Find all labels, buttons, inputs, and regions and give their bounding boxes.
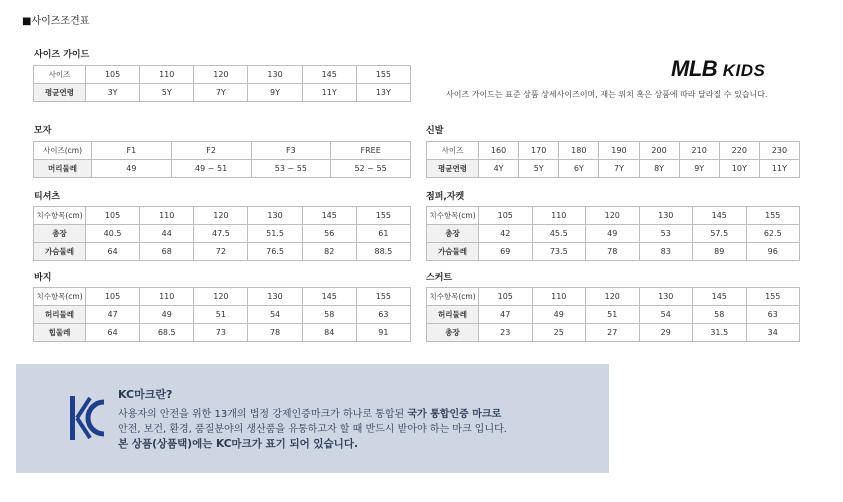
table-row [34,84,411,102]
table-cell: 155 [356,66,410,84]
table-cell: 130 [248,66,302,84]
table-cell: 27 [586,324,640,342]
table-cell: 5Y [519,160,559,178]
table-cell: FREE [331,142,411,160]
table-cell: 49 [92,160,172,178]
table-cell: 83 [639,243,693,261]
table-cell: 190 [599,142,639,160]
table-cell: 130 [248,288,302,306]
table-cell: 110 [140,288,194,306]
size-guide-note: 사이즈 가이드는 표준 상품 상세사이즈이며, 재는 위치 혹은 상품에 따라 달라질 수 있습니다. [446,90,768,99]
table-cell: 8Y [639,160,679,178]
table-header-row [34,142,411,160]
table-cell: 105 [86,207,140,225]
table-cell: 130 [639,207,693,225]
table-cell: 4Y [479,160,519,178]
table-cell: 49 [586,225,640,243]
skirt-title: 스커트 [426,273,453,283]
table-cell: 64 [86,324,140,342]
table-cell: 49 [140,306,194,324]
table-cell: 54 [639,306,693,324]
table-cell: F2 [171,142,251,160]
table-cell: 110 [140,66,194,84]
table-cell: 57.5 [693,225,747,243]
table-cell: 56 [302,225,356,243]
table-cell: 105 [479,288,533,306]
kc-description-line-2: 안전, 보건, 환경, 품질분야의 생산품을 유통하고자 할 때 반드시 받아야 하는 마크 입니다. [118,424,507,435]
table-cell: 47.5 [194,225,248,243]
table-row [427,324,800,342]
row-label-cell: 허리둘레 [427,306,479,324]
table-cell: 23 [479,324,533,342]
table-cell: 25 [532,324,586,342]
table-cell: 51 [194,306,248,324]
table-cell: 155 [746,288,800,306]
table-cell: 72 [194,243,248,261]
table-cell: 105 [86,66,140,84]
table-cell: 11Y [759,160,799,178]
table-header-row [427,142,800,160]
table-cell: 84 [302,324,356,342]
row-label-cell: 치수항목(cm) [34,288,86,306]
table-header-row [427,207,800,225]
table-cell: 61 [356,225,410,243]
table-cell: 3Y [86,84,140,102]
pants-size-table [33,287,411,342]
row-label-cell: 치수항목(cm) [427,207,479,225]
table-cell: 105 [479,207,533,225]
hat-title: 모자 [34,126,52,136]
pants-title: 바지 [34,273,52,283]
row-label-cell: 사이즈 [427,142,479,160]
table-row [34,243,411,261]
table-cell: 51 [586,306,640,324]
table-header-row [34,288,411,306]
table-cell: 53 [639,225,693,243]
row-label-cell: 가슴둘레 [34,243,86,261]
table-cell: 145 [302,288,356,306]
shoes-title: 신발 [426,126,444,136]
jumper-size-table [426,206,800,261]
table-cell: 29 [639,324,693,342]
table-cell: 47 [479,306,533,324]
table-cell: 91 [356,324,410,342]
page-title: ■사이즈조견표 [22,16,90,27]
table-cell: 11Y [302,84,356,102]
kc-notice: 본 상품(상품택)에는 KC마크가 표기 되어 있습니다. [118,438,358,450]
row-label-cell: 허리둘레 [34,306,86,324]
table-cell: 62.5 [746,225,800,243]
row-label-cell: 총장 [427,225,479,243]
row-label-cell: 머리둘레 [34,160,92,178]
table-cell: 82 [302,243,356,261]
table-cell: 88.5 [356,243,410,261]
table-row [34,306,411,324]
hat-size-table [33,141,411,178]
table-cell: 53 ~ 55 [251,160,331,178]
mlb-kids-logo: MLB KIDS [671,56,766,81]
tshirt-size-table [33,206,411,261]
table-header-row [427,288,800,306]
table-row [427,243,800,261]
table-cell: 51.5 [248,225,302,243]
row-label-cell: 치수항목(cm) [34,207,86,225]
table-cell: 230 [759,142,799,160]
kc-title: KC마크란? [118,388,173,401]
table-cell: 40.5 [86,225,140,243]
table-cell: 6Y [559,160,599,178]
table-cell: 45.5 [532,225,586,243]
table-cell: 58 [302,306,356,324]
table-cell: 160 [479,142,519,160]
row-label-cell: 치수항목(cm) [427,288,479,306]
table-cell: 170 [519,142,559,160]
shoes-size-table [426,141,800,178]
table-header-row [34,207,411,225]
table-cell: 200 [639,142,679,160]
table-cell: 76.5 [248,243,302,261]
jumper-title: 점퍼,자켓 [426,192,465,202]
table-cell: 64 [86,243,140,261]
table-cell: F1 [92,142,172,160]
row-label-cell: 총장 [34,225,86,243]
table-cell: 42 [479,225,533,243]
table-cell: 68.5 [140,324,194,342]
table-cell: 58 [693,306,747,324]
size-guide-title: 사이즈 가이드 [34,50,90,60]
table-cell: 110 [532,207,586,225]
kc-description-line-1: 사용자의 안전을 위한 13개의 법정 강제인증마크가 하나로 통합된 국가 통합인증 마크로 [118,409,502,420]
table-cell: 210 [679,142,719,160]
table-cell: 9Y [248,84,302,102]
table-cell: 96 [746,243,800,261]
table-cell: 73 [194,324,248,342]
table-cell: 13Y [356,84,410,102]
table-cell: 155 [356,207,410,225]
row-label-cell: 평균연령 [427,160,479,178]
kc-mark-icon [68,390,108,446]
table-cell: 110 [532,288,586,306]
table-cell: 120 [194,66,248,84]
table-cell: 120 [194,288,248,306]
table-cell: 49 ~ 51 [171,160,251,178]
table-cell: 145 [693,207,747,225]
table-row [427,160,800,178]
table-cell: 34 [746,324,800,342]
table-cell: 49 [532,306,586,324]
table-cell: 78 [586,243,640,261]
table-cell: 63 [356,306,410,324]
table-cell: 155 [746,207,800,225]
table-cell: 120 [194,207,248,225]
table-cell: 7Y [194,84,248,102]
table-cell: 155 [356,288,410,306]
table-cell: F3 [251,142,331,160]
table-cell: 78 [248,324,302,342]
table-cell: 120 [586,288,640,306]
table-cell: 7Y [599,160,639,178]
skirt-size-table [426,287,800,342]
table-cell: 130 [639,288,693,306]
table-row [427,306,800,324]
table-cell: 105 [86,288,140,306]
table-cell: 145 [302,207,356,225]
table-cell: 145 [302,66,356,84]
table-cell: 68 [140,243,194,261]
row-label-cell: 사이즈 [34,66,86,84]
row-label-cell: 총장 [427,324,479,342]
table-cell: 10Y [719,160,759,178]
table-cell: 69 [479,243,533,261]
table-row [34,324,411,342]
row-label-cell: 힙둘레 [34,324,86,342]
table-cell: 44 [140,225,194,243]
table-cell: 89 [693,243,747,261]
row-label-cell: 사이즈(cm) [34,142,92,160]
table-row [34,160,411,178]
table-cell: 110 [140,207,194,225]
table-cell: 52 ~ 55 [331,160,411,178]
table-cell: 63 [746,306,800,324]
table-cell: 9Y [679,160,719,178]
table-cell: 73.5 [532,243,586,261]
tshirt-title: 티셔츠 [34,192,61,202]
table-cell: 120 [586,207,640,225]
table-cell: 130 [248,207,302,225]
table-row [34,225,411,243]
table-cell: 180 [559,142,599,160]
table-cell: 47 [86,306,140,324]
table-cell: 54 [248,306,302,324]
size-guide-table [33,65,411,102]
table-cell: 220 [719,142,759,160]
table-cell: 145 [693,288,747,306]
row-label-cell: 평균연령 [34,84,86,102]
table-row [427,225,800,243]
table-cell: 31.5 [693,324,747,342]
table-header-row [34,66,411,84]
table-cell: 5Y [140,84,194,102]
row-label-cell: 가슴둘레 [427,243,479,261]
